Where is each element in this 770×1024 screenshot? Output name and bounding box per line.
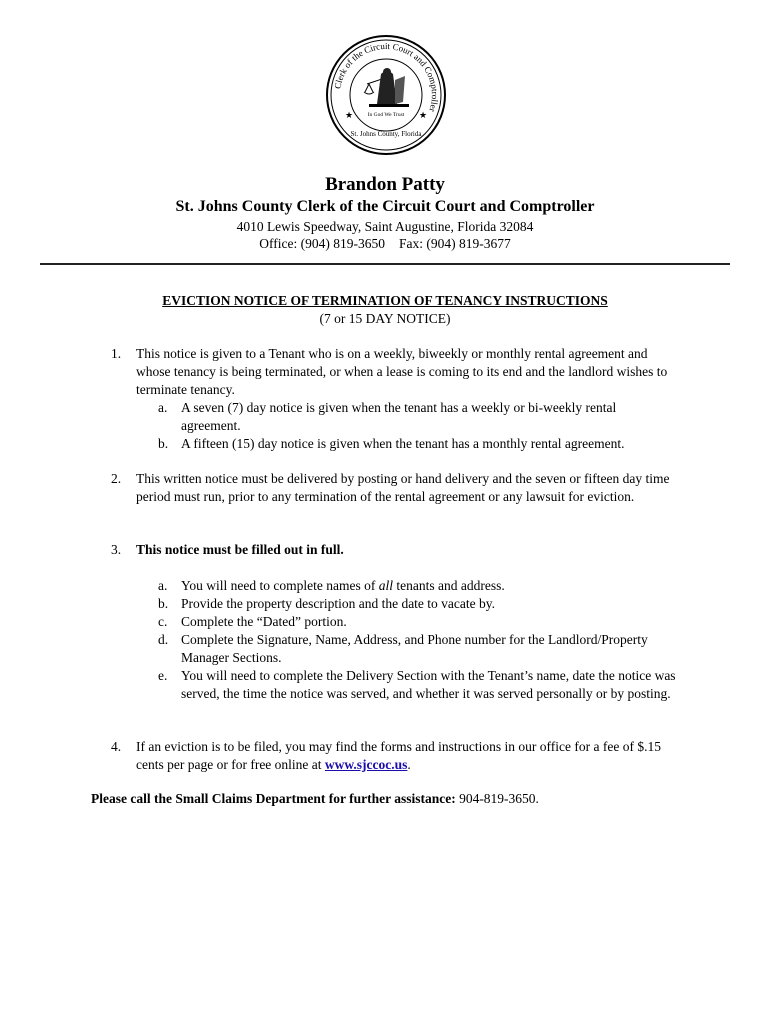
office-phone: Office: (904) 819-3650 [259, 236, 385, 251]
sub-letter: a. [158, 578, 168, 593]
sub-letter: d. [158, 632, 169, 647]
seal-motto: In God We Trust [367, 112, 405, 118]
item-number: 2. [111, 471, 122, 486]
item-number: 3. [111, 542, 122, 557]
item-text: This notice must be filled out in full. [136, 542, 344, 557]
document-subtitle: (7 or 15 DAY NOTICE) [319, 311, 451, 326]
sub-text: Provide the property description and the date to vacate by. [181, 596, 496, 611]
sub-text: You will need to complete names of [181, 578, 379, 593]
footer-note [91, 790, 751, 808]
item-number: 4. [111, 739, 122, 754]
header-divider [40, 263, 730, 265]
item-text: This written notice must be delivered by posting or hand delivery and the seven or fifteen day time period must run, prior to any termination of the rental agreement or any lawsuit for eviction. [136, 471, 670, 504]
item-text: If an eviction is to be filed, you may find the forms and instructions in our office for a fee of $.15 cents per page or for free online at [136, 739, 661, 772]
sub-item [136, 595, 676, 613]
website-link[interactable]: www.sjccoc.us [324, 757, 408, 772]
sub-letter: e. [158, 668, 168, 683]
sub-text: A fifteen (15) day notice is given when the tenant has a monthly rental agreement. [181, 436, 625, 451]
footer-phone: 904-819-3650. [455, 791, 539, 806]
fax-number: Fax: (904) 819-3677 [398, 236, 511, 251]
office-address: 4010 Lewis Speedway, Saint Augustine, Florida 32084 [236, 219, 534, 234]
item-number: 1. [111, 346, 122, 361]
sub-text: A seven (7) day notice is given when the tenant has a weekly or bi-weekly rental agreement. [181, 400, 617, 433]
sub-letter: b. [158, 596, 169, 611]
office-title: St. Johns County Clerk of the Circuit Court and Comptroller [175, 198, 595, 215]
sub-letter: c. [158, 614, 168, 629]
svg-text:★: ★ [345, 110, 354, 120]
seal-ring-text: Clerk of the Circuit Court and Comptroller [332, 40, 441, 114]
sub-letter: b. [158, 436, 169, 451]
clerk-name: Brandon Patty [325, 174, 445, 195]
svg-text:★: ★ [419, 110, 428, 120]
item-text: . [407, 757, 411, 772]
footer-bold-text: Please call the Small Claims Department for further assistance: [91, 791, 456, 806]
county-seal-logo [325, 34, 447, 156]
sub-text: You will need to complete the Delivery Section with the Tenant’s name, date the notice was served, the time the notice was served, and whether it was served personally or by posting. [181, 668, 676, 701]
sub-item [136, 435, 676, 453]
sub-item [136, 577, 676, 595]
sub-letter: a. [158, 400, 168, 415]
sub-item [136, 631, 676, 667]
sub-item [136, 667, 676, 703]
contact-line [0, 235, 770, 252]
sub-item [136, 613, 676, 631]
seal-bottom-text: St. Johns County, Florida [350, 130, 422, 138]
sub-text: Complete the “Dated” portion. [181, 614, 347, 629]
sub-text-emphasis: all [378, 578, 393, 593]
document-title: EVICTION NOTICE OF TERMINATION OF TENANCY INSTRUCTIONS [162, 293, 608, 308]
sub-text: Complete the Signature, Name, Address, and Phone number for the Landlord/Property Manager Sections. [181, 632, 648, 665]
sub-item [136, 399, 676, 435]
sub-text: tenants and address. [393, 578, 505, 593]
item-text: This notice is given to a Tenant who is on a weekly, biweekly or monthly rental agreement and whose tenancy is being terminated, or when a lease is coming to its end and the landlord wishes to terminate tenancy. [136, 346, 668, 397]
